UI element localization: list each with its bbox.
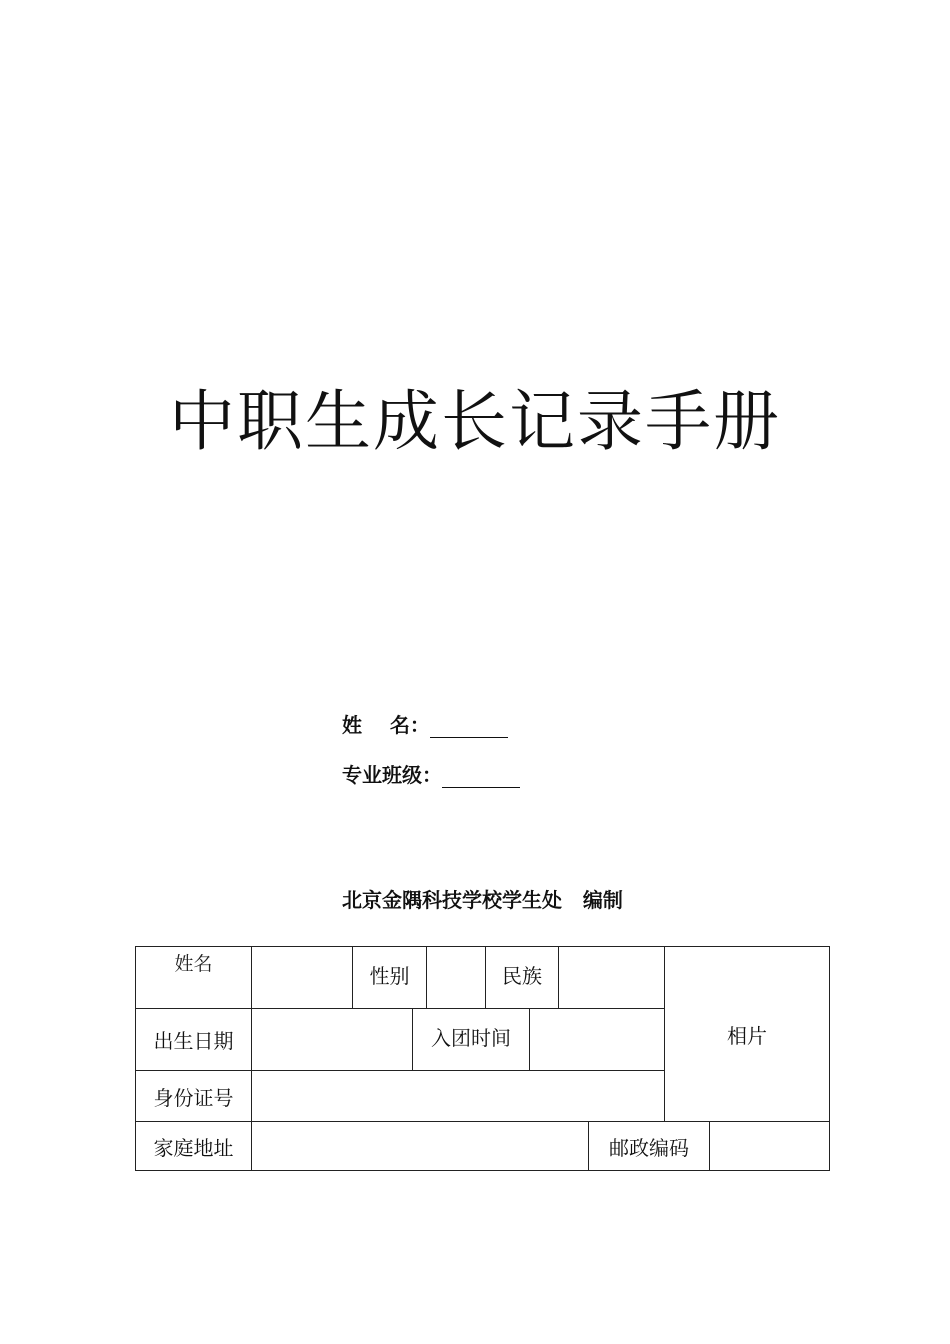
ethnicity-cell-value[interactable] [559,947,664,1008]
id-number-cell-label: 身份证号 [153,1085,234,1110]
name-cell-label: 姓名 [174,953,213,975]
class-field-blank[interactable] [442,765,520,788]
class-field-label: 专业班级： [342,763,442,787]
student-info-table [135,946,830,1171]
postcode-cell-value[interactable] [710,1122,829,1170]
postcode-cell-label: 邮政编码 [609,1135,689,1160]
gender-cell-label: 性别 [369,963,410,988]
address-cell-value[interactable] [252,1122,588,1170]
name-field-label: 姓 名： [342,713,430,737]
name-cell-value[interactable] [252,947,352,1008]
document-title: 中职生成长记录手册 [169,383,781,460]
ethnicity-cell-label: 民族 [502,963,542,988]
address-cell-label: 家庭地址 [153,1135,234,1160]
photo-cell: 相片 [727,1023,767,1048]
name-field [342,709,508,738]
class-field [342,759,520,788]
id-number-cell-value[interactable] [252,1071,664,1121]
gender-cell-value[interactable] [427,947,485,1008]
birthdate-cell-value[interactable] [252,1009,412,1070]
league-join-cell-value[interactable] [530,1009,664,1070]
league-join-cell-label: 入团时间 [431,1025,511,1050]
birthdate-cell-label: 出生日期 [153,1029,234,1053]
name-field-blank[interactable] [430,715,508,738]
compiler-line: 北京金隅科技学校学生处 编制 [342,888,623,912]
